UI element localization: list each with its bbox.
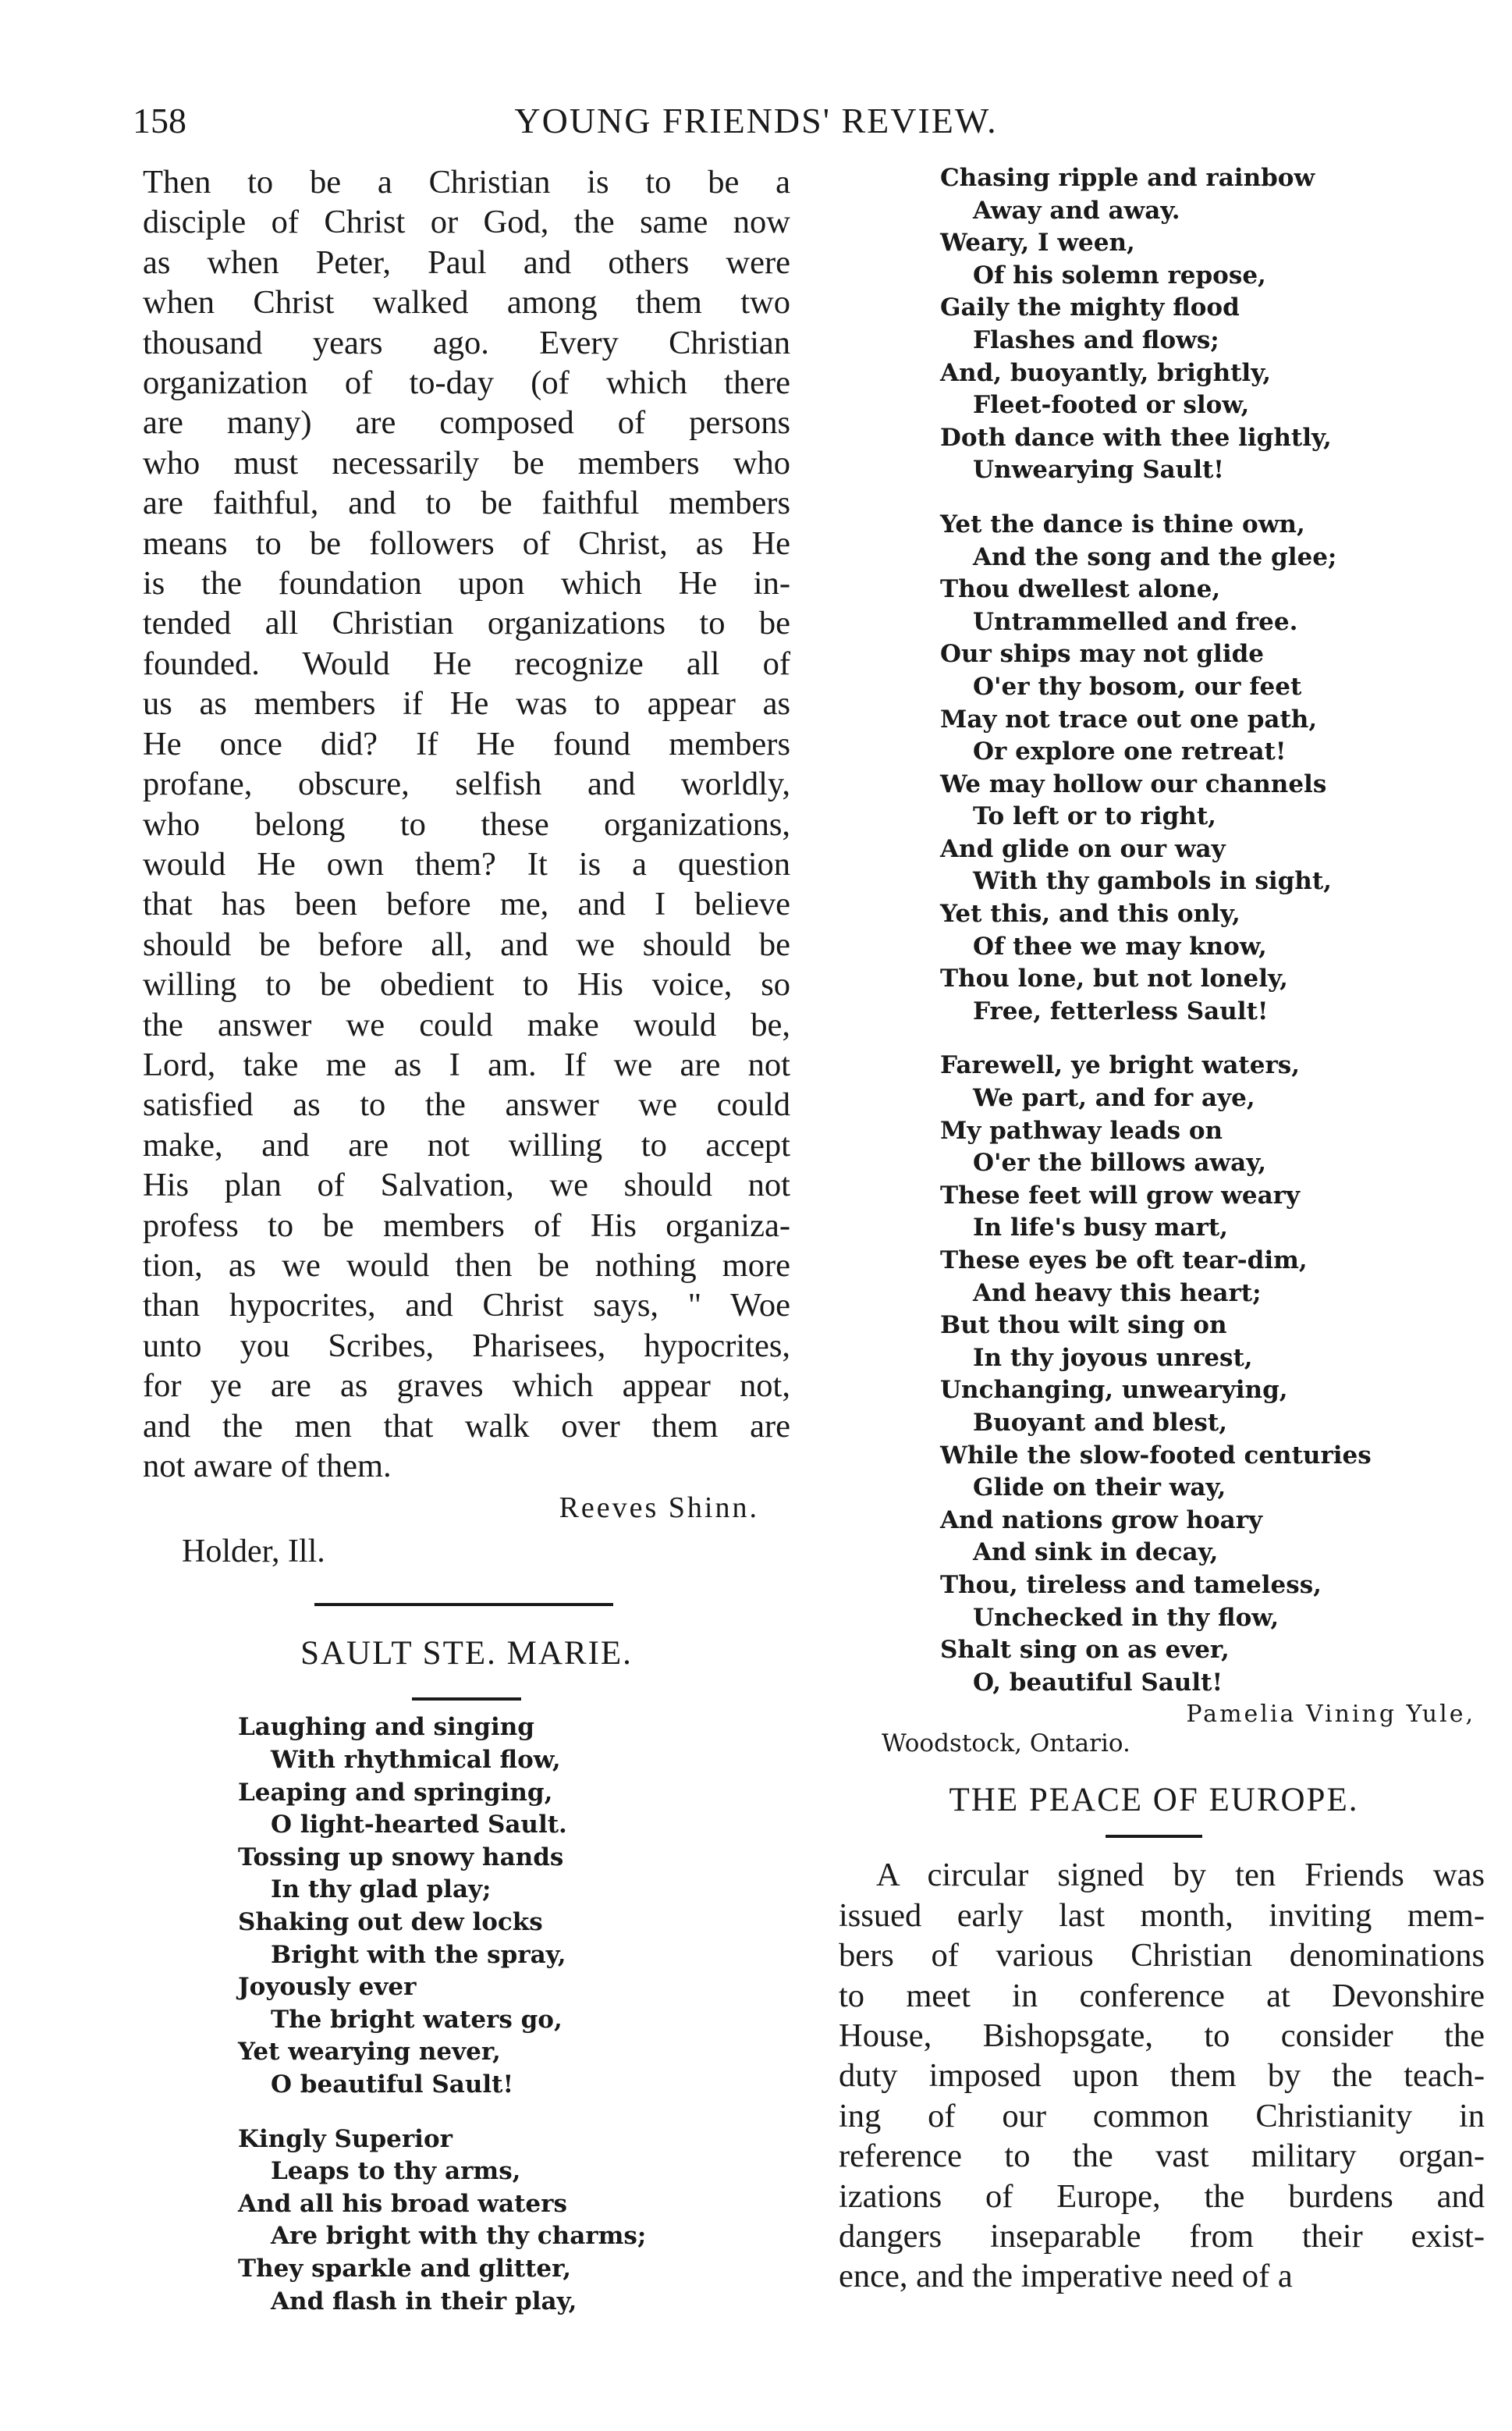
- text-line: not aware of them.: [143, 1448, 392, 1484]
- poem-line: While the slow-footed centuries: [940, 1441, 1372, 1470]
- poem-author: Pamelia Vining Yule,: [1186, 1701, 1475, 1729]
- text-line: ence, and the imperative need of a: [839, 2258, 1293, 2295]
- poem-part-one: [238, 1711, 790, 2318]
- poem-line: And nations grow hoary: [940, 1505, 1263, 1534]
- text-line: to meet in conference at Devonshire: [839, 1977, 1485, 2014]
- poem-line: And flash in their play,: [271, 2287, 577, 2315]
- text-line: Then to be a Christian is to be a: [143, 164, 790, 201]
- text-line: as when Peter, Paul and others were: [143, 243, 790, 281]
- poem-line: We part, and for aye,: [973, 1084, 1255, 1113]
- poem-line: And glide on our way: [940, 834, 1226, 863]
- text-line: tion, as we would then be nothing more: [143, 1246, 790, 1284]
- poem-line: Buoyant and blest,: [973, 1408, 1227, 1437]
- text-line: bers of various Christian denominations: [839, 1937, 1485, 1974]
- text-line: willing to be obedient to His voice, so: [143, 966, 790, 1004]
- running-title: YOUNG FRIENDS' REVIEW.: [514, 101, 998, 140]
- text-line: His plan of Salvation, we should not: [143, 1167, 790, 1204]
- poem-line: Gaily the mighty flood: [940, 293, 1240, 322]
- poem-line: Are bright with thy charms;: [271, 2222, 647, 2251]
- poem-line: Or explore one retreat!: [973, 737, 1287, 766]
- poem-line: Away and away.: [973, 196, 1180, 225]
- poem-line: Yet this, and this only,: [940, 900, 1240, 929]
- poem-line: Unwearying Sault!: [973, 456, 1224, 485]
- poem-line: Unchanging, unwearying,: [940, 1376, 1288, 1405]
- poem-line: Shaking out dew locks: [238, 1907, 543, 1936]
- text-line: make, and are not willing to accept: [143, 1126, 790, 1164]
- poem-line: Farewell, ye bright waters,: [940, 1051, 1301, 1080]
- poem-line: Our ships may not glide: [940, 640, 1265, 669]
- article-body: [143, 162, 790, 1486]
- poem-line: Kingly Superior: [238, 2124, 453, 2153]
- text-line: duty imposed upon them by the teach-: [839, 2057, 1485, 2095]
- page-header: [0, 100, 1512, 147]
- poem-line: Yet the dance is thine own,: [940, 510, 1305, 538]
- poem-line: Leaping and springing,: [238, 1778, 553, 1807]
- poem-line: But thou wilt sing on: [940, 1311, 1227, 1340]
- article-place: Holder, Ill.: [182, 1534, 325, 1570]
- poem-line: Thou, tireless and tameless,: [940, 1570, 1322, 1599]
- text-line: thousand years ago. Every Christian: [143, 324, 790, 361]
- poem-line: And the song and the glee;: [973, 542, 1337, 571]
- text-line: are many) are composed of persons: [143, 404, 790, 442]
- poem-stanza: [238, 2124, 790, 2319]
- poem-title: SAULT STE. MARIE.: [300, 1635, 633, 1672]
- poem-line: Untrammelled and free.: [973, 607, 1298, 636]
- poem-line: Doth dance with thee lightly,: [940, 423, 1332, 452]
- poem-place: Woodstock, Ontario.: [882, 1729, 1130, 1758]
- poem-stanza: [940, 162, 1485, 487]
- text-line: organization of to-day (of which there: [143, 364, 790, 402]
- text-line: House, Bishopsgate, to consider the: [839, 2017, 1485, 2054]
- text-line: dangers inseparable from their exist-: [839, 2217, 1485, 2255]
- poem-line: O beautiful Sault!: [271, 2070, 514, 2099]
- poem-line: With rhythmical flow,: [271, 1746, 561, 1774]
- text-line: would He own them? It is a question: [143, 845, 790, 883]
- text-line: profane, obscure, selfish and worldly,: [143, 766, 790, 803]
- poem-line: And, buoyantly, brightly,: [940, 358, 1272, 387]
- text-line: ing of our common Christianity in: [839, 2097, 1485, 2134]
- text-line: He once did? If He found members: [143, 725, 790, 762]
- text-line: us as members if He was to appear as: [143, 685, 790, 723]
- poem-line: In thy glad play;: [271, 1875, 492, 1904]
- title-divider: [412, 1697, 521, 1701]
- text-line: disciple of Christ or God, the same now: [143, 204, 790, 241]
- right-column: [823, 162, 1485, 2297]
- poem-line: And all his broad waters: [238, 2189, 567, 2218]
- poem-line: O'er thy bosom, our feet: [973, 672, 1302, 701]
- poem-line: O, beautiful Sault!: [973, 1668, 1223, 1697]
- poem-line: The bright waters go,: [271, 2005, 563, 2034]
- poem-line: In thy joyous unrest,: [973, 1343, 1253, 1372]
- poem-line: Leaps to thy arms,: [271, 2157, 521, 2186]
- poem-line: Flashes and flows;: [973, 325, 1219, 354]
- poem-line: These feet will grow weary: [940, 1181, 1301, 1210]
- poem-line: They sparkle and glitter,: [238, 2254, 572, 2283]
- text-line: should be before all, and we should be: [143, 926, 790, 963]
- page-number: 158: [133, 101, 186, 140]
- poem-line: My pathway leads on: [940, 1116, 1223, 1145]
- poem-line: Fleet-footed or slow,: [973, 391, 1250, 420]
- text-line: than hypocrites, and Christ says, " Woe: [143, 1287, 790, 1324]
- poem-stanza: [940, 1050, 1485, 1699]
- poem-part-two: [940, 162, 1485, 1699]
- poem-line: Glide on their way,: [973, 1473, 1226, 1502]
- poem-line: And heavy this heart;: [973, 1278, 1262, 1307]
- poem-line: Chasing ripple and rainbow: [940, 164, 1315, 192]
- text-line: A circular signed by ten Friends was: [876, 1857, 1485, 1894]
- text-line: Lord, take me as I am. If we are not: [143, 1046, 790, 1083]
- poem-line: These eyes be oft tear-dim,: [940, 1246, 1308, 1274]
- text-line: satisfied as to the answer we could: [143, 1086, 790, 1124]
- text-line: is the foundation upon which He in-: [143, 565, 790, 602]
- poem-line: Thou lone, but not lonely,: [940, 965, 1288, 993]
- poem-line: Shalt sing on as ever,: [940, 1636, 1230, 1665]
- text-line: are faithful, and to be faithful members: [143, 485, 790, 522]
- text-line: unto you Scribes, Pharisees, hypocrites,: [143, 1327, 790, 1364]
- poem-line: Thou dwellest alone,: [940, 575, 1221, 604]
- poem-line: And sink in decay,: [973, 1538, 1219, 1567]
- poem-line: Of his solemn repose,: [973, 261, 1266, 290]
- text-line: that has been before me, and I believe: [143, 886, 790, 923]
- poem-line: Weary, I ween,: [940, 229, 1135, 258]
- text-line: who belong to these organizations,: [143, 805, 790, 843]
- poem-line: O light-hearted Sault.: [271, 1811, 567, 1839]
- poem-line: Joyously ever: [238, 1973, 417, 2002]
- text-line: issued early last month, inviting mem-: [839, 1896, 1485, 1934]
- poem-line: Of thee we may know,: [973, 932, 1267, 961]
- poem-line: We may hollow our channels: [940, 769, 1327, 798]
- poem-line: Yet wearying never,: [238, 2038, 501, 2067]
- peace-divider: [1106, 1835, 1202, 1838]
- poem-line: Tossing up snowy hands: [238, 1843, 564, 1871]
- poem-line: Laughing and singing: [238, 1713, 534, 1742]
- poem-stanza: [940, 509, 1485, 1029]
- text-line: who must necessarily be members who: [143, 444, 790, 482]
- text-line: the answer we could make would be,: [143, 1006, 790, 1043]
- poem-line: O'er the billows away,: [973, 1149, 1267, 1178]
- text-line: and the men that walk over them are: [143, 1407, 790, 1445]
- peace-title: THE PEACE OF EUROPE.: [949, 1782, 1359, 1819]
- text-line: when Christ walked among them two: [143, 284, 790, 322]
- poem-stanza: [238, 1711, 790, 2101]
- poem-line: In life's busy mart,: [973, 1214, 1228, 1242]
- section-divider: [314, 1603, 613, 1606]
- text-line: founded. Would He recognize all of: [143, 645, 790, 682]
- poem-line: Bright with the spray,: [271, 1940, 566, 1969]
- text-line: for ye are as graves which appear not,: [143, 1367, 790, 1405]
- left-column: [143, 162, 790, 2340]
- poem-line: May not trace out one path,: [940, 705, 1318, 734]
- peace-body: [823, 1855, 1485, 2296]
- article-signature: Reeves Shinn.: [559, 1491, 759, 1525]
- poem-line: With thy gambols in sight,: [973, 867, 1332, 896]
- text-line: profess to be members of His organiza-: [143, 1207, 790, 1244]
- poem-line: To left or to right,: [973, 802, 1216, 831]
- poem-line: Free, fetterless Sault!: [973, 997, 1269, 1025]
- poem-line: Unchecked in thy flow,: [973, 1603, 1280, 1632]
- text-line: tended all Christian organizations to be: [143, 605, 790, 642]
- text-line: means to be followers of Christ, as He: [143, 524, 790, 562]
- text-line: izations of Europe, the burdens and: [839, 2177, 1485, 2215]
- text-line: reference to the vast military organ-: [839, 2138, 1485, 2175]
